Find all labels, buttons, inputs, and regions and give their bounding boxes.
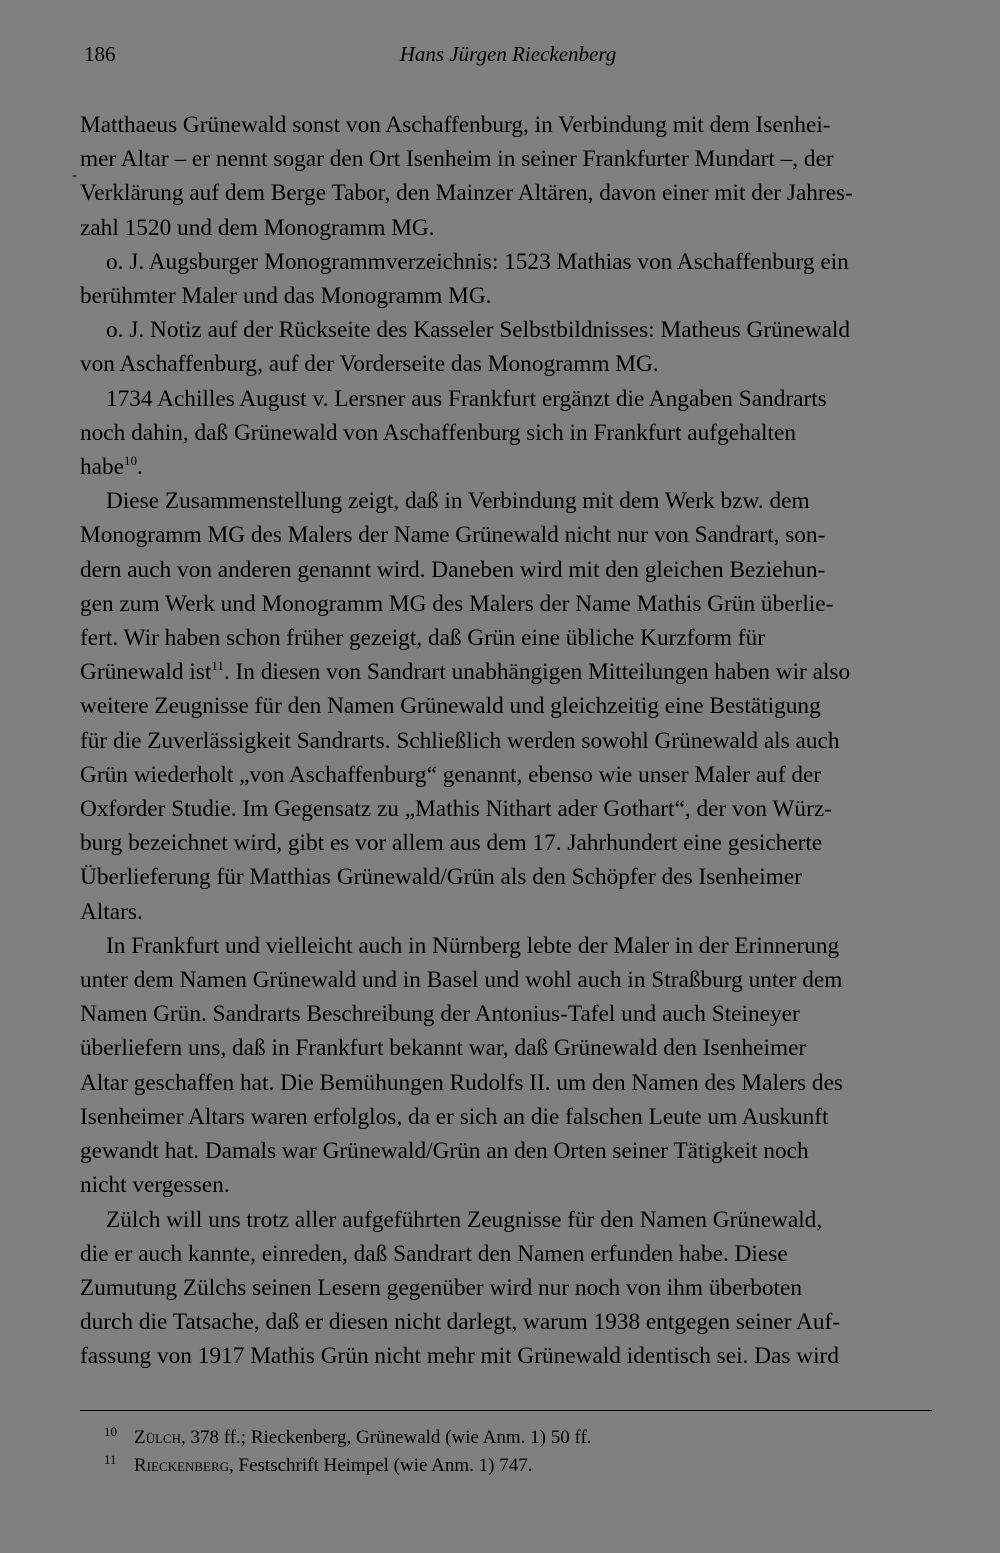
footnote: [104, 1452, 924, 1480]
footnote-divider: [80, 1410, 932, 1411]
paragraph: [80, 382, 932, 485]
text-line: fassung von 1917 Mathis Grün nicht mehr mit Grünewald identisch sei. Das wird: [80, 1343, 839, 1370]
footnote: [104, 1424, 924, 1452]
text-line: Oxforder Studie. Im Gegensatz zu „Mathis Nithart ader Gothart“, der von Würz-: [80, 796, 832, 823]
text-line: habe: [80, 454, 124, 481]
body-text: [80, 108, 932, 1374]
text-line: Diese Zusammenstellung zeigt, daß in Verbindung mit dem Werk bzw. dem: [106, 488, 810, 515]
text-line: mer Altar – er nennt sogar den Ort Isenheim in seiner Frankfurter Mundart –, der: [80, 146, 834, 173]
text-line: durch die Tatsache, daß er diesen nicht darlegt, warum 1938 entgegen seiner Auf-: [80, 1309, 840, 1336]
text-line: zahl 1520 und dem Monogramm MG.: [80, 214, 435, 241]
page-number: 186: [84, 42, 116, 66]
footnote-number: 10: [104, 1424, 117, 1439]
footnote-text: , Festschrift Heimpel (wie Anm. 1) 747.: [229, 1455, 533, 1476]
text-line: burg bezeichnet wird, gibt es vor allem aus dem 17. Jahrhundert eine gesicherte: [80, 830, 823, 857]
text-line: In Frankfurt und vielleicht auch in Nürnberg lebte der Maler in der Erinnerung: [106, 932, 840, 959]
text-line: gen zum Werk und Monogramm MG des Malers der Name Mathis Grün überlie-: [80, 590, 834, 617]
text-line: dern auch von anderen genannt wird. Daneben wird mit den gleichen Beziehun-: [80, 556, 826, 583]
page-header: [80, 42, 936, 72]
paragraph: [80, 245, 932, 313]
text-line: fert. Wir haben schon früher gezeigt, daß Grün eine übliche Kurzform für: [80, 625, 765, 652]
footnote-author: Rieckenberg: [134, 1455, 230, 1476]
footnote-ref: 10: [123, 453, 137, 469]
text-line: Grünewald ist: [80, 659, 212, 686]
footnote-ref: 11: [211, 658, 224, 674]
text-line: o. J. Augsburger Monogrammverzeichnis: 1523 Mathias von Aschaffenburg ein: [106, 248, 849, 275]
text-line: Namen Grün. Sandrarts Beschreibung der Antonius-Tafel und auch Steineyer: [80, 1001, 800, 1028]
text-line: Altar geschaffen hat. Die Bemühungen Rudolfs II. um den Namen des Malers des: [80, 1069, 843, 1096]
text-line: 1734 Achilles August v. Lersner aus Frankfurt ergänzt die Angaben Sandrarts: [106, 385, 827, 412]
text-line: Altars.: [80, 898, 143, 925]
text-line: die er auch kannte, einreden, daß Sandrart den Namen erfunden habe. Diese: [80, 1240, 788, 1267]
footnote-number: 11: [104, 1452, 117, 1467]
footnote-author: Zülch: [134, 1427, 181, 1448]
text-line: gewandt hat. Damals war Grünewald/Grün an den Orten seiner Tätigkeit noch: [80, 1138, 809, 1165]
book-page: [80, 42, 936, 1522]
text-line: Überlieferung für Matthias Grünewald/Grün als den Schöpfer des Isenheimer: [80, 864, 802, 891]
paragraph: [80, 108, 932, 245]
paragraph: [80, 1203, 932, 1374]
footnotes: [104, 1424, 924, 1480]
text-line: Matthaeus Grünewald sonst von Aschaffenburg, in Verbindung mit dem Isenhei-: [80, 112, 831, 138]
text-line: Isenheimer Altars waren erfolglos, da er sich an die falschen Leute um Auskunft: [80, 1103, 829, 1130]
text-line: o. J. Notiz auf der Rückseite des Kasseler Selbstbildnisses: Matheus Grünewald: [106, 317, 851, 344]
text-line: nicht vergessen.: [80, 1172, 230, 1199]
paragraph: [80, 484, 932, 929]
paragraph: [80, 929, 932, 1203]
text-line: berühmter Maler und das Monogramm MG.: [80, 283, 492, 310]
text-line: Grün wiederholt „von Aschaffenburg“ genannt, ebenso wie unser Maler auf der: [80, 761, 822, 788]
running-title: Hans Jürgen Rieckenberg: [399, 42, 617, 66]
paragraph: [80, 313, 932, 381]
text-fragment: .: [136, 454, 143, 481]
text-line: Zumutung Zülchs seinen Lesern gegenüber wird nur noch von ihm überboten: [80, 1274, 803, 1301]
text-line: Verklärung auf dem Berge Tabor, den Mainzer Altären, davon einer mit der Jahres-: [80, 180, 853, 207]
text-line: Monogramm MG des Malers der Name Grünewald nicht nur von Sandrart, son-: [80, 522, 826, 549]
text-line: unter dem Namen Grünewald und in Basel und wohl auch in Straßburg unter dem: [80, 967, 843, 994]
text-line: für die Zuverlässigkeit Sandrarts. Schließlich werden sowohl Grünewald als auch: [80, 727, 840, 754]
text-line: Zülch will uns trotz aller aufgeführten Zeugnisse für den Namen Grünewald,: [106, 1206, 823, 1233]
text-line: überliefern uns, daß in Frankfurt bekannt war, daß Grünewald den Isenheimer: [80, 1035, 807, 1062]
margin-mark: -: [72, 168, 77, 183]
footnote-text: , 378 ff.; Rieckenberg, Grünewald (wie Anm. 1) 50 ff.: [181, 1427, 592, 1448]
text-fragment: . In diesen von Sandrart unabhängigen Mitteilungen haben wir also: [223, 659, 851, 686]
text-line: noch dahin, daß Grünewald von Aschaffenburg sich in Frankfurt aufgehalten: [80, 419, 796, 446]
text-line: von Aschaffenburg, auf der Vorderseite das Monogramm MG.: [80, 351, 659, 378]
text-line: weitere Zeugnisse für den Namen Grünewald und gleichzeitig eine Bestätigung: [80, 693, 821, 720]
